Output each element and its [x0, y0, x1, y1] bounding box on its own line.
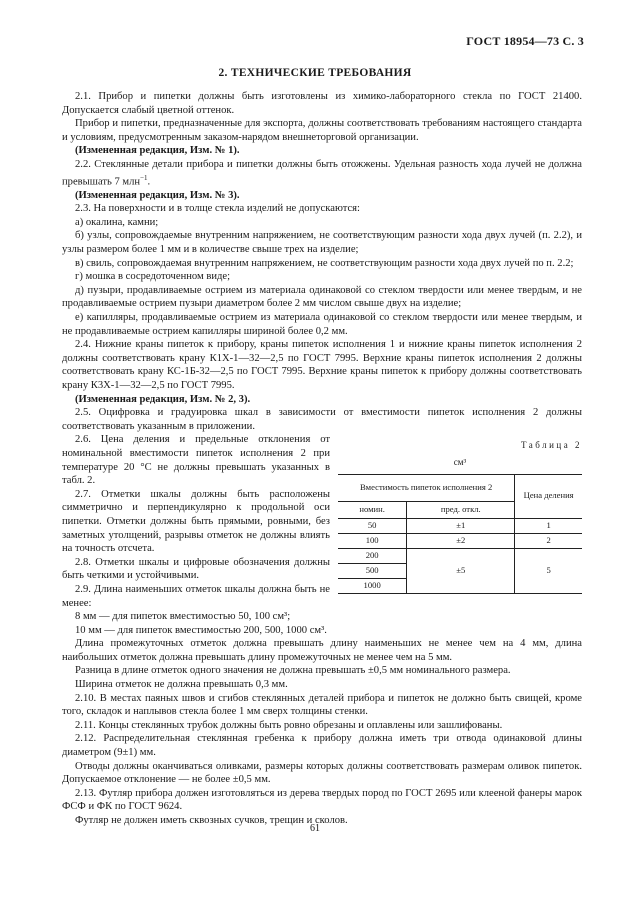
- table-cell: 500: [338, 563, 407, 578]
- table-header-division: Цена деления: [515, 474, 582, 518]
- amendment-note: (Измененная редакция, Изм. № 2, 3).: [75, 393, 251, 405]
- section-title: 2. ТЕХНИЧЕСКИЕ ТРЕБОВАНИЯ: [218, 67, 412, 79]
- left-column: [62, 433, 330, 610]
- paragraph-2-2: [62, 158, 582, 189]
- table-cell: ±2: [407, 533, 515, 548]
- table-cell: 100: [338, 533, 407, 548]
- paragraph-2-13: 2.13. Футляр прибора должен изготовляться из дерева твердых пород по ГОСТ 2695 или клееной фанеры марок ФСФ и ФК по ГОСТ 9624.: [62, 787, 582, 813]
- page-header: ГОСТ 18954—73 С. 3: [466, 34, 584, 48]
- table-2: [338, 474, 582, 594]
- paragraph-2-6: 2.6. Цена деления и предельные отклонения от номинальной вместимости пипеток исполнения 2 при температуре 20 °С не должны превышать указанных в табл. 2.: [62, 434, 330, 487]
- amendment-note: (Измененная редакция, Изм. № 3).: [75, 189, 240, 201]
- table-cell: 2: [515, 533, 582, 548]
- page-number: 61: [310, 823, 320, 834]
- table-2-block: [338, 439, 582, 593]
- paragraph-case-defects: Футляр не должен иметь сквозных сучков, трещин и сколов.: [75, 815, 348, 826]
- paragraph-2-12: 2.12. Распределительная стеклянная гребенка к прибору должна иметь три отвода одинаковой длины диаметром (9±1) мм.: [62, 733, 582, 759]
- paragraph-2-8: 2.8. Отметки шкалы и цифровые обозначения должны быть четкими и устойчивыми.: [62, 556, 330, 582]
- list-item-v: в) свиль, сопровождаемая внутренним напряжением, не соответствующим разности хода двух лучей по п. 2.2;: [75, 257, 574, 269]
- paragraph-2-3: 2.3. На поверхности и в толще стекла изделий не допускаются:: [75, 203, 360, 215]
- table-cell: 1000: [338, 578, 407, 593]
- paragraph-2-5: 2.5. Оцифровка и градуировка шкал в зависимости от вместимости пипеток исполнения 2 должны соответствовать указанным в приложении.: [62, 407, 582, 432]
- document-body: [62, 90, 582, 828]
- list-item-a: а) окалина, камни;: [75, 216, 159, 228]
- table-caption: Таблица 2: [521, 440, 582, 451]
- table-header-capacity: Вместимость пипеток исполнения 2: [338, 474, 515, 501]
- table-unit: см³: [453, 456, 467, 467]
- paragraph-length-difference: Разница в длине отметок одного значения не должна превышать ±0,5 мм номинального размера.: [75, 665, 511, 677]
- paragraph-2-2-exponent: −1: [140, 173, 148, 182]
- table-cell: 200: [338, 548, 407, 563]
- paragraph-2-1: 2.1. Прибор и пипетки должны быть изготовлены из химико-лабораторного стекла по ГОСТ 21400. Допускается слабый цветной оттенок.: [62, 91, 582, 116]
- paragraph-export: Прибор и пипетки, предназначенные для экспорта, должны соответствовать требованиям настоящего стандарта и условиям, предусмотренным заказом-нарядом внешнеторговой организации.: [62, 118, 582, 143]
- table-row: [338, 533, 582, 548]
- paragraph-2-4: 2.4. Нижние краны пипеток к прибору, краны пипеток исполнения 1 и нижние краны пипеток исполнения 2 должны соответствовать крану К1Х-1—32—2,5 по ГОСТ 7995. Верхние краны пипеток исполнения 2 должны соответствовать крану КС-1Б-32—2,5 по ГОСТ 7995. Верхние краны пипеток к прибору должны соответствовать крану К3Х-1—32—2,5 по ГОСТ 7995.: [62, 339, 582, 391]
- text-with-table: [62, 433, 582, 610]
- table-cell: 50: [338, 518, 407, 533]
- paragraph-intermediate-marks: Длина промежуточных отметок должна превышать длину наименьших не менее чем на 4 мм, длина наибольших отметок должна превышать длину промежуточных не менее чем на 5 мм.: [62, 638, 582, 663]
- paragraph-olives: Отводы должны оканчиваться оливками, размеры которых должны соответствовать размерам оливок пипеток. Допускаемое отклонение — не более ±0,5 мм.: [62, 760, 582, 786]
- paragraph-2-2-end: .: [147, 176, 151, 188]
- paragraph-2-11: 2.11. Концы стеклянных трубок должны быть ровно обрезаны и оплавлены или зашлифованы.: [75, 719, 503, 731]
- table-cell: 5: [515, 548, 582, 593]
- list-item-d: д) пузыри, продавливаемые острием из материала одинаковой со стеклом твердости или менее твердым, и не продавливаемые острием пузыри диаметром более 2 мм числом свыше двух на изделие;: [62, 284, 582, 310]
- table-header-nominal: номин.: [338, 501, 407, 518]
- paragraph-min-length-50: 8 мм — для пипеток вместимостью 50, 100 см³;: [75, 611, 291, 623]
- paragraph-2-7: 2.7. Отметки шкалы должны быть расположены симметрично и перпендикулярно к продольной оси пипетки. Отметки должны быть прямыми, ровными, без заметных утолщений, разрывы отметок не должны влиять на точность отсчета.: [62, 488, 330, 555]
- list-item-b: б) узлы, сопровождаемые внутренним напряжением, не соответствующим разности хода двух лучей (п. 2.2), и узлы размером более 1 мм и в количестве свыше трех на изделие;: [62, 230, 582, 256]
- table-header-deviation: пред. откл.: [407, 501, 515, 518]
- table-cell: 1: [515, 518, 582, 533]
- table-cell: ±5: [407, 548, 515, 593]
- list-item-g: г) мошка в сосредоточенном виде;: [75, 271, 231, 283]
- table-row: [338, 548, 582, 563]
- paragraph-2-2-text: 2.2. Стеклянные детали прибора и пипетки должны быть отожжены. Удельная разность хода лучей не должна превышать 7 млн: [62, 158, 582, 188]
- paragraph-mark-width: Ширина отметок не должна превышать 0,3 мм.: [75, 679, 288, 691]
- paragraph-2-9: 2.9. Длина наименьших отметок шкалы должна быть не менее:: [62, 583, 330, 609]
- paragraph-2-10: 2.10. В местах паяных швов и сгибов стеклянных деталей прибора и пипеток не должно быть свищей, кроме того, складок и наплывов стекла более 1 мм сверх толщины стенки.: [62, 692, 582, 718]
- paragraph-min-length-200: 10 мм — для пипеток вместимостью 200, 500, 1000 см³.: [75, 624, 327, 636]
- table-row: [338, 518, 582, 533]
- table-cell: ±1: [407, 518, 515, 533]
- amendment-note: (Измененная редакция, Изм. № 1).: [75, 145, 240, 157]
- list-item-e: е) капилляры, продавливаемые острием из материала одинаковой со стеклом твердости или менее твердым, и не продавливаемые острием капилляры шириной более 0,2 мм.: [62, 312, 582, 337]
